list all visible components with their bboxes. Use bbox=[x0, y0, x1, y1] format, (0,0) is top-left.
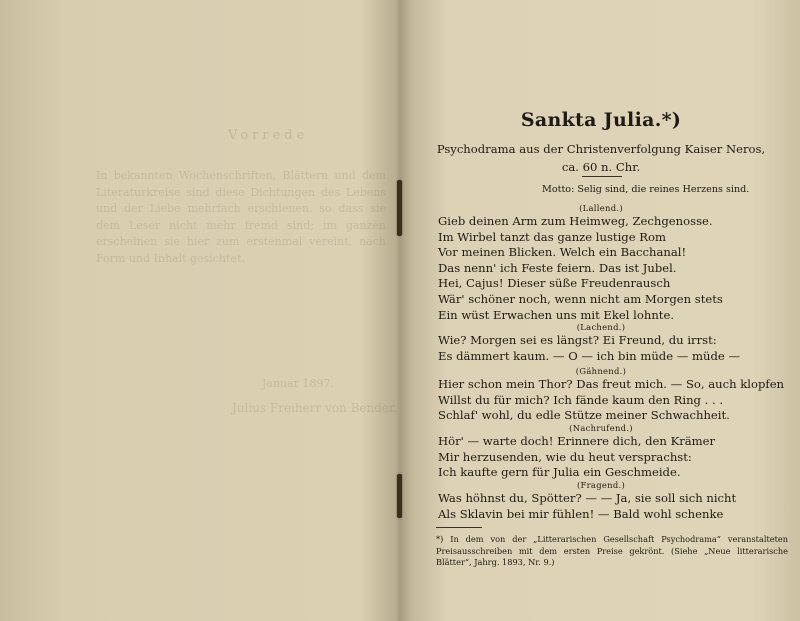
verse-line: Hei, Cajus! Dieser süße Freudenrausch bbox=[438, 276, 671, 291]
verse-line: Vor meinen Blicken. Welch ein Bacchanal! bbox=[438, 245, 687, 260]
verse-line: Es dämmert kaum. — O — ich bin müde — müde — bbox=[438, 348, 741, 363]
verse-line: Im Wirbel tanzt das ganze lustige Rom bbox=[438, 229, 666, 244]
subtitle-line: Psychodrama aus der Christenverfolgung Kaiser Neros, bbox=[436, 142, 766, 156]
verse-line: Willst du für mich? Ich fände kaum den Ring . . . bbox=[438, 392, 724, 407]
stage-direction: (Nachrufend.) bbox=[569, 423, 633, 433]
faint-bleedthrough-title: Vorrede bbox=[228, 128, 309, 143]
faint-bleedthrough-signature: Julius Freiherr von Bender. bbox=[232, 401, 398, 415]
verse-block bbox=[438, 377, 788, 424]
faint-bleedthrough-text: In bekannten Wochenschriften, Blättern und dem Literaturkreise sind diese Dichtungen des Lebens und der Liebe mehrfach erschienen, so dass sie dem Leser nicht mehr fremd sind; im ganzen erscheinen sie hier zum erstenmal vereint, nach Form und Inhalt gesichtet. bbox=[96, 169, 386, 265]
subtitle bbox=[432, 140, 770, 176]
verse-line: Was höhnst du, Spötter? — — Ja, sie soll sich nicht bbox=[438, 491, 737, 505]
verse-block bbox=[438, 333, 788, 364]
motto: Motto: Selig sind, die reines Herzens sind. bbox=[542, 184, 750, 195]
footnote-divider bbox=[436, 527, 482, 528]
verse-block bbox=[438, 491, 788, 522]
stage-direction: (Lachend.) bbox=[576, 322, 626, 332]
right-page bbox=[402, 0, 800, 621]
verse-line: Gieb deinen Arm zum Heimweg, Zechgenosse. bbox=[438, 214, 713, 228]
footnote: *) In dem von der „Litterarischen Gesellschaft Psychodrama“ veranstalteten Preisausschreiben mit dem ersten Preise gekrönt. (Siehe „Neue litterarische Blätter“, Jahrg. 1893, Nr. 9.) bbox=[436, 534, 788, 568]
verse-line: Mir herzusenden, wie du heut versprachst: bbox=[438, 449, 692, 464]
page-title: Sankta Julia.*) bbox=[520, 109, 682, 131]
stage-direction: (Fragend.) bbox=[576, 480, 626, 490]
verse-line: Wie? Morgen sei es längst? Ei Freund, du irrst: bbox=[438, 333, 717, 347]
verse-line: Ein wüst Erwachen uns mit Ekel lohnte. bbox=[438, 307, 675, 322]
subtitle-line: ca. 60 n. Chr. bbox=[561, 160, 641, 174]
verse-line: Hier schon mein Thor? Das freut mich. — So, auch klopfen bbox=[438, 377, 785, 391]
verse-block bbox=[438, 214, 788, 323]
verse-line: Schlaf' wohl, du edle Stütze meiner Schwachheit. bbox=[438, 408, 730, 423]
verse-line: Hör' — warte doch! Erinnere dich, den Krämer bbox=[438, 434, 716, 448]
stage-direction: (Gähnend.) bbox=[575, 366, 627, 376]
verse-block bbox=[438, 434, 788, 481]
faint-bleedthrough-date: Januar 1897. bbox=[262, 377, 334, 390]
verse-line: Das nenn' ich Feste feiern. Das ist Jubel. bbox=[438, 260, 677, 275]
verse-line: Ich kaufte gern für Julia ein Geschmeide. bbox=[438, 465, 681, 480]
verse-line: Wär' schöner noch, wenn nicht am Morgen stets bbox=[438, 291, 723, 306]
title-divider bbox=[582, 176, 622, 177]
stage-direction: (Lallend.) bbox=[579, 203, 623, 213]
verse-line: Als Sklavin bei mir fühlen! — Bald wohl schenke bbox=[438, 506, 724, 521]
